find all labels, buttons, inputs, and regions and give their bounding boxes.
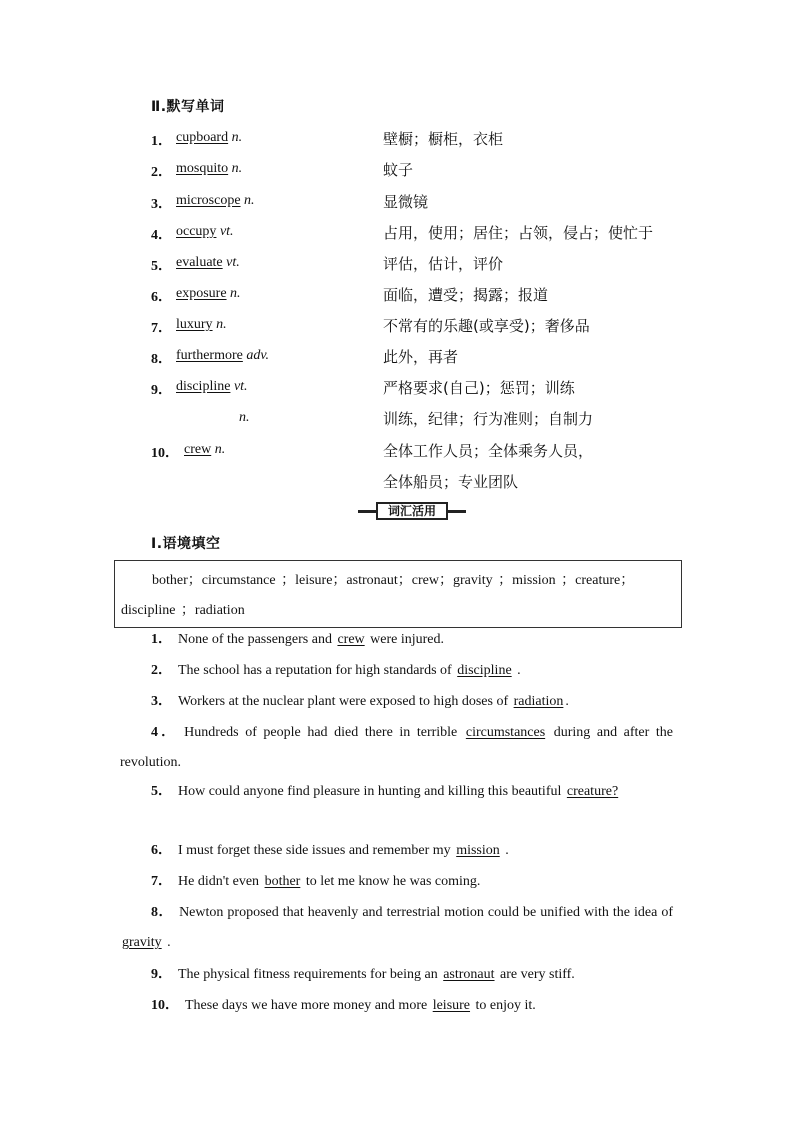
vocab-meaning: 面临，遭受；揭露；报道 — [383, 286, 549, 304]
sentence-text: . — [163, 935, 171, 950]
sentence-number: 9． — [151, 967, 172, 982]
answer-blank: radiation — [513, 694, 564, 709]
sentence-item — [120, 718, 673, 778]
sentence-item — [120, 656, 673, 686]
sentence-number: 2． — [151, 663, 172, 678]
vocab-row — [151, 379, 711, 401]
sentence-item — [120, 777, 673, 807]
vocab-pos: vt. — [219, 224, 234, 239]
sentence-text: . — [501, 843, 509, 858]
sentence-item — [120, 625, 673, 655]
banner-label: 词汇活用 — [376, 502, 448, 520]
vocab-number: 4． — [151, 228, 172, 243]
vocab-number: 7． — [151, 321, 172, 336]
answer-blank: bother — [264, 874, 301, 889]
vocab-number: 1． — [151, 134, 172, 149]
vocab-row — [151, 410, 711, 432]
vocab-number: 9． — [151, 383, 172, 398]
answer-blank: astronaut — [443, 967, 495, 982]
vocab-pos: n. — [231, 161, 243, 176]
vocab-number: 5． — [151, 259, 172, 274]
answer-blank: creature? — [566, 784, 619, 799]
vocab-row — [151, 286, 711, 308]
vocab-meaning: 此外，再者 — [383, 348, 459, 366]
section-title-context-fill: Ⅰ.语境填空 — [151, 536, 221, 552]
vocab-word: microscope — [176, 193, 241, 208]
sentence-number: 1． — [151, 632, 172, 647]
answer-blank: crew — [337, 632, 365, 647]
vocab-pos: n. — [231, 130, 243, 145]
sentence-text: are very stiff. — [496, 967, 575, 982]
sentence-text: None of the passengers and — [178, 632, 336, 647]
vocab-row — [151, 348, 711, 370]
sentence-number: 10． — [151, 998, 179, 1013]
vocab-word: crew — [184, 442, 212, 457]
sentence-text: How could anyone find pleasure in hunting and killing this beautiful — [178, 784, 565, 799]
vocab-meaning: 全体船员；专业团队 — [383, 473, 519, 491]
sentence-item — [120, 687, 673, 717]
vocab-row — [151, 442, 711, 464]
sentence-number: 3． — [151, 694, 172, 709]
section-title-spelling: Ⅱ.默写单词 — [151, 99, 225, 115]
vocab-row — [151, 255, 711, 277]
sentence-number: 6． — [151, 843, 172, 858]
sentence-text: during and after the revolution. — [120, 725, 673, 770]
vocab-meaning: 显微镜 — [383, 193, 429, 211]
sentence-number: 4． — [151, 725, 179, 740]
sentence-text: He didn't even — [178, 874, 263, 889]
sentence-text: to enjoy it. — [472, 998, 536, 1013]
vocab-meaning: 严格要求(自己)；惩罚；训练 — [383, 379, 575, 397]
vocab-meaning: 占用，使用；居住；占领，侵占；使忙于 — [383, 224, 654, 242]
vocab-row — [151, 317, 711, 339]
sentence-item — [120, 867, 673, 897]
vocab-number: 10． — [151, 446, 179, 461]
vocab-number: 8． — [151, 352, 172, 367]
vocab-row — [151, 224, 711, 246]
vocab-meaning: 壁橱；橱柜，衣柜 — [383, 130, 504, 148]
sentence-number: 7． — [151, 874, 172, 889]
vocab-word: discipline — [176, 379, 231, 394]
sentence-number: 8． — [151, 905, 174, 920]
sentence-item — [120, 836, 673, 866]
vocab-pos: n. — [239, 410, 250, 425]
answer-blank: gravity — [122, 935, 162, 950]
vocab-pos: vt. — [226, 255, 240, 270]
answer-blank: discipline — [457, 663, 512, 678]
sentence-text: Hundreds of people had died there in terrible — [184, 725, 464, 740]
sentence-text: The school has a reputation for high standards of — [178, 663, 456, 678]
sentence-text: I must forget these side issues and remember my — [178, 843, 455, 858]
sentence-text: Newton proposed that heavenly and terrestrial motion could be unified with the idea of — [179, 905, 674, 920]
vocab-pos: adv. — [246, 348, 270, 363]
vocab-row — [151, 130, 711, 152]
sentence-text: These days we have more money and more — [185, 998, 431, 1013]
word-bank-box — [114, 560, 682, 628]
sentence-text: The physical fitness requirements for being an — [178, 967, 442, 982]
sentence-text: to let me know he was coming. — [302, 874, 481, 889]
vocab-number: 3． — [151, 197, 172, 212]
vocab-row — [151, 193, 711, 215]
vocab-word: exposure — [176, 286, 227, 301]
answer-blank: leisure — [432, 998, 471, 1013]
sentence-text: Workers at the nuclear plant were exposed to high doses of — [178, 694, 512, 709]
vocab-pos: n. — [214, 442, 226, 457]
vocab-meaning: 全体工作人员；全体乘务人员， — [383, 442, 594, 460]
sentence-text: . — [565, 694, 569, 709]
vocab-meaning: 不常有的乐趣(或享受)；奢侈品 — [383, 317, 590, 335]
vocab-pos: vt. — [233, 379, 248, 394]
sentence-number: 5． — [151, 784, 172, 799]
vocab-meaning: 蚊子 — [383, 161, 414, 179]
sentence-item — [120, 898, 673, 958]
vocab-meaning: 评估，估计，评价 — [383, 255, 504, 273]
word-bank-line: discipline ；radiation — [121, 603, 245, 618]
answer-blank: mission — [456, 843, 500, 858]
vocab-pos: n. — [216, 317, 227, 332]
section-banner — [358, 502, 466, 520]
vocab-word: occupy — [176, 224, 217, 239]
answer-blank: circumstances — [465, 725, 546, 740]
vocab-word: furthermore — [176, 348, 243, 363]
vocab-number: 2． — [151, 165, 172, 180]
vocab-pos: n. — [244, 193, 255, 208]
sentence-item — [120, 991, 673, 1021]
vocab-pos: n. — [230, 286, 241, 301]
vocab-word: mosquito — [176, 161, 229, 176]
vocab-word: cupboard — [176, 130, 229, 145]
word-bank-line: bother；circumstance ；leisure；astronaut；crew；gravity ；mission ；creature； — [152, 573, 635, 588]
vocab-word: evaluate — [176, 255, 223, 270]
sentence-text: . — [513, 663, 521, 678]
sentence-text: were injured. — [366, 632, 445, 647]
vocab-row — [151, 161, 711, 183]
vocab-number: 6． — [151, 290, 172, 305]
sentence-item — [120, 960, 673, 990]
vocab-row — [151, 473, 711, 495]
vocab-word: luxury — [176, 317, 213, 332]
vocab-meaning: 训练，纪律；行为准则；自制力 — [383, 410, 594, 428]
